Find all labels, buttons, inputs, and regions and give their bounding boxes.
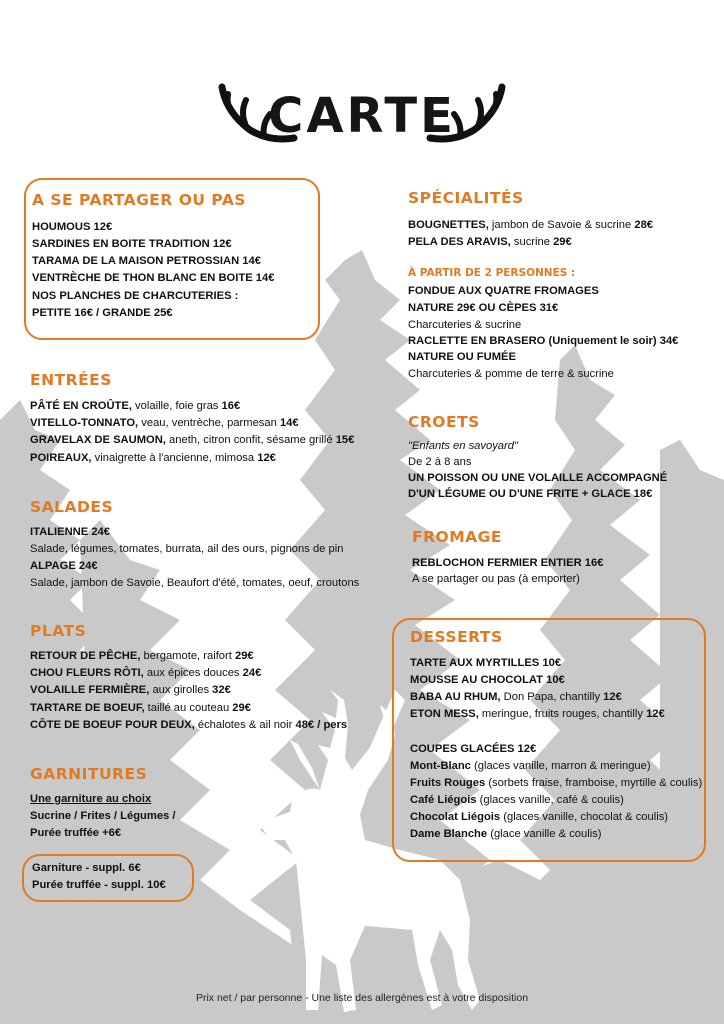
menu-item bbox=[30, 432, 354, 449]
item-name: BOUGNETTES, bbox=[408, 219, 489, 231]
item-desc: taillé au couteau bbox=[144, 702, 233, 714]
item-price: 48€ / pers bbox=[295, 719, 348, 731]
item-desc: bergamote, raifort bbox=[140, 650, 235, 662]
garniture-heading: Une garniture au choix bbox=[30, 793, 152, 805]
item-name: BABA AU RHUM, bbox=[410, 691, 501, 703]
item-name: ETON MESS, bbox=[410, 708, 479, 720]
menu-item bbox=[30, 415, 299, 432]
item-name: RETOUR DE PÊCHE, bbox=[30, 650, 141, 662]
antler-icon bbox=[422, 82, 512, 152]
item-desc: Charcuteries & pomme de terre & sucrine bbox=[408, 368, 614, 380]
coupes-title: COUPES GLACÉES 12€ bbox=[410, 743, 537, 755]
section-title: A SE PARTAGER OU PAS bbox=[32, 191, 246, 209]
menu-item: PETITE 16€ / GRANDE 25€ bbox=[32, 307, 173, 319]
item-price: 12€ bbox=[603, 691, 622, 703]
item-name: VOLAILLE FERMIÈRE, bbox=[30, 684, 150, 696]
item-name: Chocolat Liégois bbox=[410, 811, 501, 823]
section-title: SPÉCIALITÉS bbox=[408, 189, 524, 207]
menu-item: HOUMOUS 12€ bbox=[32, 221, 113, 233]
item-name: CHOU FLEURS RÔTI, bbox=[30, 667, 144, 679]
item-desc: (glace vanille & coulis) bbox=[487, 828, 602, 840]
subsection-title: À PARTIR DE 2 PERSONNES : bbox=[408, 267, 576, 279]
menu-item: TARAMA DE LA MAISON PETROSSIAN 14€ bbox=[32, 255, 261, 267]
menu-item bbox=[410, 706, 665, 723]
item-name: Mont-Blanc bbox=[410, 760, 471, 772]
item-name: PELA DES ARAVIS, bbox=[408, 236, 511, 248]
section-title: GARNITURES bbox=[30, 765, 148, 783]
item-price: 28€ bbox=[634, 219, 654, 231]
item-name: MOUSSE AU CHOCOLAT 10€ bbox=[410, 674, 565, 686]
item-price: 24€ bbox=[242, 667, 262, 679]
croets-age: De 2 à 8 ans bbox=[408, 456, 472, 468]
item-name: Dame Blanche bbox=[410, 828, 488, 840]
menu-item bbox=[30, 717, 347, 734]
item-price: 15€ bbox=[335, 434, 355, 446]
menu-item: ITALIENNE 24€ bbox=[30, 526, 110, 538]
item-desc: Salade, jambon de Savoie, Beaufort d'été, tomates, oeuf, croutons bbox=[30, 577, 360, 589]
item-desc: Salade, légumes, tomates, burrata, ail des ours, pignons de pin bbox=[30, 543, 344, 555]
garniture-options: Sucrine / Frites / Légumes / bbox=[30, 810, 176, 822]
item-desc: volaille, foie gras bbox=[131, 400, 222, 412]
garniture-suppl: Purée truffée - suppl. 10€ bbox=[32, 879, 166, 891]
item-price: 12€ bbox=[257, 452, 276, 464]
item-name: VITELLO-TONNATO, bbox=[30, 417, 139, 429]
coupe-item bbox=[410, 775, 702, 792]
item-price: 16€ bbox=[221, 400, 241, 412]
menu-item bbox=[30, 682, 231, 699]
item-desc: jambon de Savoie & sucrine bbox=[488, 219, 635, 231]
item-desc: aneth, citron confit, sésame grillé bbox=[165, 434, 336, 446]
menu-item bbox=[408, 234, 572, 251]
menu-item: SARDINES EN BOITE TRADITION 12€ bbox=[32, 238, 232, 250]
menu-item: FONDUE AUX QUATRE FROMAGES bbox=[408, 285, 599, 297]
section-title: SALADES bbox=[30, 498, 114, 516]
page-title: CARTE bbox=[268, 88, 456, 144]
item-price: 14€ bbox=[279, 417, 299, 429]
menu-item bbox=[410, 689, 622, 706]
item-name: TARTARE DE BOEUF, bbox=[30, 702, 145, 714]
item-desc: veau, ventrèche, parmesan bbox=[138, 417, 280, 429]
item-name: Fruits Rouges bbox=[410, 777, 486, 789]
section-title: DESSERTS bbox=[410, 628, 503, 646]
item-desc: A se partager ou pas (à emporter) bbox=[412, 573, 580, 585]
garniture-suppl: Garniture - suppl. 6€ bbox=[32, 862, 141, 874]
menu-item bbox=[408, 217, 653, 234]
menu-item: D'UN LÉGUME OU D'UNE FRITE + GLACE 18€ bbox=[408, 488, 653, 500]
coupe-item bbox=[410, 758, 651, 775]
section-title: ENTRÉES bbox=[30, 371, 112, 389]
coupe-item bbox=[410, 809, 668, 826]
item-name: GRAVELAX DE SAUMON, bbox=[30, 434, 166, 446]
item-desc: aux épices douces bbox=[143, 667, 243, 679]
menu-item: RACLETTE EN BRASERO (Uniquement le soir) 34€ bbox=[408, 335, 679, 347]
item-price: 29€ bbox=[234, 650, 254, 662]
menu-item bbox=[30, 648, 254, 665]
item-desc: Charcuteries & sucrine bbox=[408, 319, 522, 331]
item-name: POIREAUX, bbox=[30, 452, 92, 464]
menu-item: UN POISSON OU UNE VOLAILLE ACCOMPAGNÉ bbox=[408, 472, 668, 484]
menu-item: REBLOCHON FERMIER ENTIER 16€ bbox=[412, 557, 604, 569]
item-desc: échalotes & ail noir bbox=[194, 719, 296, 731]
item-desc: sucrine bbox=[510, 236, 554, 248]
menu-item: ALPAGE 24€ bbox=[30, 560, 98, 572]
section-title: PLATS bbox=[30, 622, 87, 640]
footer-note: Prix net / par personne - Une liste des allergènes est à votre disposition bbox=[195, 992, 529, 1004]
menu-item bbox=[30, 398, 240, 415]
item-desc: (glaces vanille, café & coulis) bbox=[476, 794, 624, 806]
header bbox=[0, 78, 724, 158]
item-name: PÂTÉ EN CROÛTE, bbox=[30, 400, 132, 412]
section-title: FROMAGE bbox=[412, 528, 502, 546]
item-price: 29€ bbox=[232, 702, 251, 714]
item-name: Café Liégois bbox=[410, 794, 477, 806]
croets-tagline: "Enfants en savoyard" bbox=[408, 440, 518, 452]
item-price: 32€ bbox=[212, 684, 231, 696]
garniture-options: Purée truffée +6€ bbox=[30, 827, 122, 839]
menu-item: NOS PLANCHES DE CHARCUTERIES : bbox=[32, 290, 239, 302]
item-name: CÔTE DE BOEUF POUR DEUX, bbox=[30, 719, 195, 731]
item-desc: aux girolles bbox=[149, 684, 213, 696]
item-price: 12€ bbox=[646, 708, 665, 720]
menu-item: VENTRÈCHE DE THON BLANC EN BOITE 14€ bbox=[32, 272, 275, 284]
item-desc: (glaces vanille, chocolat & coulis) bbox=[500, 811, 669, 823]
coupe-item bbox=[410, 826, 602, 843]
menu-item bbox=[30, 450, 276, 467]
menu-item bbox=[30, 665, 261, 682]
menu-item bbox=[410, 655, 561, 672]
coupe-item bbox=[410, 792, 624, 809]
item-price: NATURE 29€ OU CÈPES 31€ bbox=[408, 302, 559, 314]
item-desc: Don Papa, chantilly bbox=[500, 691, 604, 703]
item-desc: (glaces vanille, marron & meringue) bbox=[470, 760, 651, 772]
section-title: CROETS bbox=[408, 413, 480, 431]
item-variant: NATURE OU FUMÉE bbox=[408, 351, 516, 363]
item-desc: vinaigrette à l'ancienne, mimosa bbox=[91, 452, 258, 464]
item-desc: (sorbets fraise, framboise, myrtille & coulis) bbox=[485, 777, 703, 789]
item-price: 29€ bbox=[553, 236, 572, 248]
item-desc: meringue, fruits rouges, chantilly bbox=[478, 708, 647, 720]
item-name: TARTE AUX MYRTILLES 10€ bbox=[410, 657, 562, 669]
menu-item bbox=[410, 672, 565, 689]
menu-item bbox=[30, 700, 251, 717]
